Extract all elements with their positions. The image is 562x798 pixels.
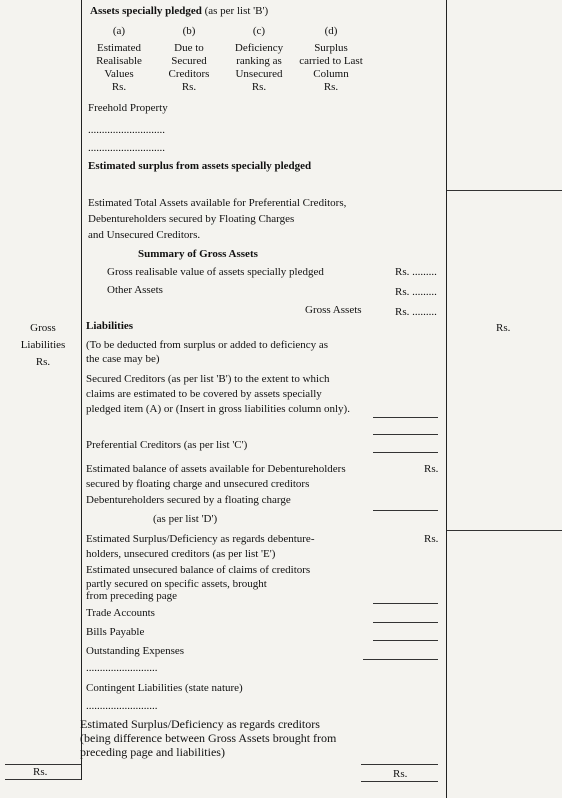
bottom-right-rule-top xyxy=(361,764,438,765)
liabilities-note-2: the case may be) xyxy=(86,353,160,365)
entry-line-6 xyxy=(373,622,438,623)
estimated-balance-2: secured by floating charge and unsecured creditors xyxy=(86,478,310,490)
preferential-creditors: Preferential Creditors (as per list 'C') xyxy=(86,439,248,451)
dotted-entry-3: .......................... xyxy=(86,662,158,674)
col-b-label: Due to Secured Creditors Rs. xyxy=(168,42,210,93)
estimated-surplus-debenture-1: Estimated Surplus/Deficiency as regards debenture- xyxy=(86,533,315,545)
right-rule-1 xyxy=(447,190,562,191)
gross-liabilities-label: Gross Liabilities Rs. xyxy=(20,322,66,368)
col-a-label: Estimated Realisable Values Rs. xyxy=(96,42,142,93)
gross-assets: Gross Assets xyxy=(305,304,362,316)
entry-line-8 xyxy=(363,659,438,660)
col-d-letter: (d) xyxy=(324,25,338,37)
pledged-title: Assets specially pledged (as per list 'B') xyxy=(90,5,269,17)
trade-accounts: Trade Accounts xyxy=(86,607,155,619)
unsecured-balance-2: partly secured on specific assets, brought xyxy=(86,578,267,590)
liabilities-note-1: (To be deducted from surplus or added to deficiency as xyxy=(86,339,329,351)
dotted-entry-1: ............................ xyxy=(88,124,165,136)
bottom-left-rule xyxy=(5,779,81,780)
estimated-balance-rs: Rs. xyxy=(424,463,439,475)
estimated-balance-1: Estimated balance of assets available for Debentureholders xyxy=(86,463,346,475)
total-assets-line-3: and Unsecured Creditors. xyxy=(88,229,201,241)
summary-rs-3: Rs. ......... xyxy=(395,306,437,318)
debentureholders-2: (as per list 'D') xyxy=(153,513,218,525)
unsecured-balance-3: from preceding page xyxy=(86,590,178,602)
bottom-right-rule xyxy=(361,781,438,782)
gross-realisable-value: Gross realisable value of assets specially pledged xyxy=(107,266,324,278)
col-c-letter: (c) xyxy=(252,25,266,37)
middle-column-rule xyxy=(446,0,447,798)
col-b-letter: (b) xyxy=(182,25,196,37)
entry-line-2 xyxy=(373,434,438,435)
final-surplus-1: Estimated Surplus/Deficiency as regards creditors xyxy=(80,717,320,731)
col-c-label: Deficiency ranking as Unsecured Rs. xyxy=(234,42,284,93)
right-rule-2 xyxy=(447,530,562,531)
other-assets: Other Assets xyxy=(107,284,163,296)
entry-line-5 xyxy=(373,603,438,604)
summary-title: Summary of Gross Assets xyxy=(138,248,258,260)
unsecured-balance-1: Estimated unsecured balance of claims of creditors xyxy=(86,564,311,576)
left-column-rule xyxy=(81,0,82,780)
dotted-entry-4: .......................... xyxy=(86,700,158,712)
secured-creditors-3: pledged item (A) or (Insert in gross liabilities column only). xyxy=(86,403,350,415)
freehold-property: Freehold Property xyxy=(88,102,168,114)
final-surplus-3: preceding page and liabilities) xyxy=(80,745,225,759)
dotted-entry-2: ............................ xyxy=(88,142,165,154)
liabilities-title: Liabilities xyxy=(86,320,134,332)
bottom-left-rule-top xyxy=(5,764,81,765)
right-column-rs: Rs. xyxy=(496,322,511,334)
summary-rs-1: Rs. ......... xyxy=(395,266,437,278)
estimated-surplus-debenture-rs: Rs. xyxy=(424,533,439,545)
entry-line-7 xyxy=(373,640,438,641)
summary-rs-2: Rs. ......... xyxy=(395,286,437,298)
entry-line-1 xyxy=(373,417,438,418)
col-d-label: Surplus carried to Last Column Rs. xyxy=(299,42,363,93)
estimated-surplus-pledged: Estimated surplus from assets specially pledged xyxy=(88,160,312,172)
final-surplus-2: (being difference between Gross Assets brought from xyxy=(80,731,337,745)
debentureholders-1: Debentureholders secured by a floating charge xyxy=(86,494,291,506)
bottom-left-rs: Rs. xyxy=(33,766,48,778)
bills-payable: Bills Payable xyxy=(86,626,145,638)
col-a-letter: (a) xyxy=(112,25,126,37)
estimated-surplus-debenture-2: holders, unsecured creditors (as per list 'E') xyxy=(86,548,276,560)
outstanding-expenses: Outstanding Expenses xyxy=(86,645,185,657)
total-assets-line-1: Estimated Total Assets available for Preferential Creditors, xyxy=(88,197,347,209)
secured-creditors-2: claims are estimated to be covered by assets specially xyxy=(86,388,322,400)
entry-line-4 xyxy=(373,510,438,511)
total-assets-line-2: Debentureholders secured by Floating Charges xyxy=(88,213,295,225)
secured-creditors-1: Secured Creditors (as per list 'B') to the extent to which xyxy=(86,373,330,385)
bottom-right-rs: Rs. xyxy=(393,768,408,780)
contingent-liabilities: Contingent Liabilities (state nature) xyxy=(86,682,243,694)
entry-line-3 xyxy=(373,452,438,453)
